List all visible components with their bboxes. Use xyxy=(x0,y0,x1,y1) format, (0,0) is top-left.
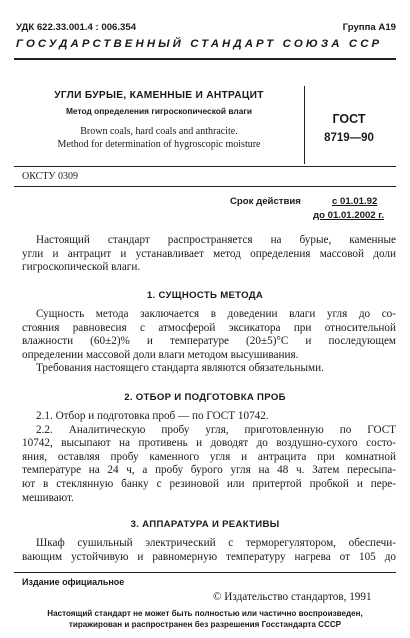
gost-number: 8719—90 xyxy=(324,132,374,144)
english-title-1: Brown coals, hard coals and anthracite. xyxy=(80,126,238,137)
reproduction-notice-2: тиражирован и распространен без разрешения Госстандарта СССР xyxy=(68,620,342,629)
validity-label: Срок действия xyxy=(230,196,301,207)
intro-line: гигроскопической влаги. xyxy=(22,261,141,274)
section2-item1: 2.1. Отбор и подготовка проб — по ГОСТ 10742. xyxy=(36,410,269,422)
edition-label: Издание официальное xyxy=(22,577,125,587)
section2-line: 2.2. Аналитическую пробу угля, приготовленную по ГОСТ xyxy=(36,423,396,436)
title-rule-bottom xyxy=(14,166,396,167)
section2-line: температуре на 24 ч, а пробу бурого угля на 48 ч. Затем пересыпа- xyxy=(22,464,396,477)
section2-line: 10742, высыпают на противень и доводят до воздушно-сухого состо- xyxy=(22,437,396,450)
validity-from: с 01.01.92 xyxy=(332,196,378,207)
intro-line: Настоящий стандарт распространяется на бурые, каменные xyxy=(36,234,396,246)
section3-body xyxy=(22,537,396,564)
group-code: Группа А19 xyxy=(342,22,396,33)
section3-line: вающим устойчивую и равномерную температуру нагрева от 105 до xyxy=(22,550,396,563)
section1-line: определении массовой доли влаги методом высушивания. xyxy=(22,348,299,361)
footer-rule xyxy=(14,572,396,573)
section1-heading: 1. СУЩНОСТЬ МЕТОДА xyxy=(146,290,264,301)
section3-line: Шкаф сушильный электрический с терморегулятором, обеспечи- xyxy=(36,537,396,549)
section1-line: влажности (60±2)% и температуре (20±5)°С и последующем xyxy=(22,335,396,348)
udk-code: УДК 622.33.001.4 : 006.354 xyxy=(16,22,137,33)
copyright-notice: © Издательство стандартов, 1991 xyxy=(213,591,372,603)
document-title: УГЛИ БУРЫЕ, КАМЕННЫЕ И АНТРАЦИТ xyxy=(54,90,264,101)
section2-line: ют в стеклянную банку с резиновой или притертой пробкой и пере- xyxy=(22,477,396,490)
reproduction-notice-1: Настоящий стандарт не может быть полностью или частично воспроизведен, xyxy=(47,609,363,618)
intro-line: угли и антрацит и устанавливает метод определения массовой доли xyxy=(22,247,396,260)
section1-line: Сущность метода заключается в доведении влаги угля до со- xyxy=(36,308,396,320)
okstu-code: ОКСТУ 0309 xyxy=(22,171,79,182)
section2-line: мешивают. xyxy=(22,491,74,504)
gost-label: ГОСТ xyxy=(332,112,366,126)
okstu-rule xyxy=(14,186,396,187)
section2-heading: 2. ОТБОР И ПОДГОТОВКА ПРОБ xyxy=(124,392,286,403)
title-divider xyxy=(304,86,305,164)
validity-to: до 01.01.2002 г. xyxy=(313,210,384,221)
section3-heading: 3. АППАРАТУРА И РЕАКТИВЫ xyxy=(130,519,280,530)
title-block xyxy=(14,86,396,164)
section2-body xyxy=(22,410,396,505)
banner-rule xyxy=(14,58,396,60)
english-title-2: Method for determination of hygroscopic moisture xyxy=(57,139,261,150)
section1-body xyxy=(22,308,396,376)
section2-line: яния, оставляя пробу каменного угля и антрацита при комнатной xyxy=(22,450,396,463)
section1-line: стояния равновесия с атмосферой эксикатора при относительной xyxy=(22,321,396,334)
section1-note: Требования настоящего стандарта являются обязательными. xyxy=(36,362,324,375)
document-subtitle: Метод определения гигроскопической влаги xyxy=(65,106,253,116)
standard-banner: ГОСУДАРСТВЕННЫЙ СТАНДАРТ СОЮЗА ССР xyxy=(16,38,383,50)
intro-paragraph xyxy=(22,234,396,275)
